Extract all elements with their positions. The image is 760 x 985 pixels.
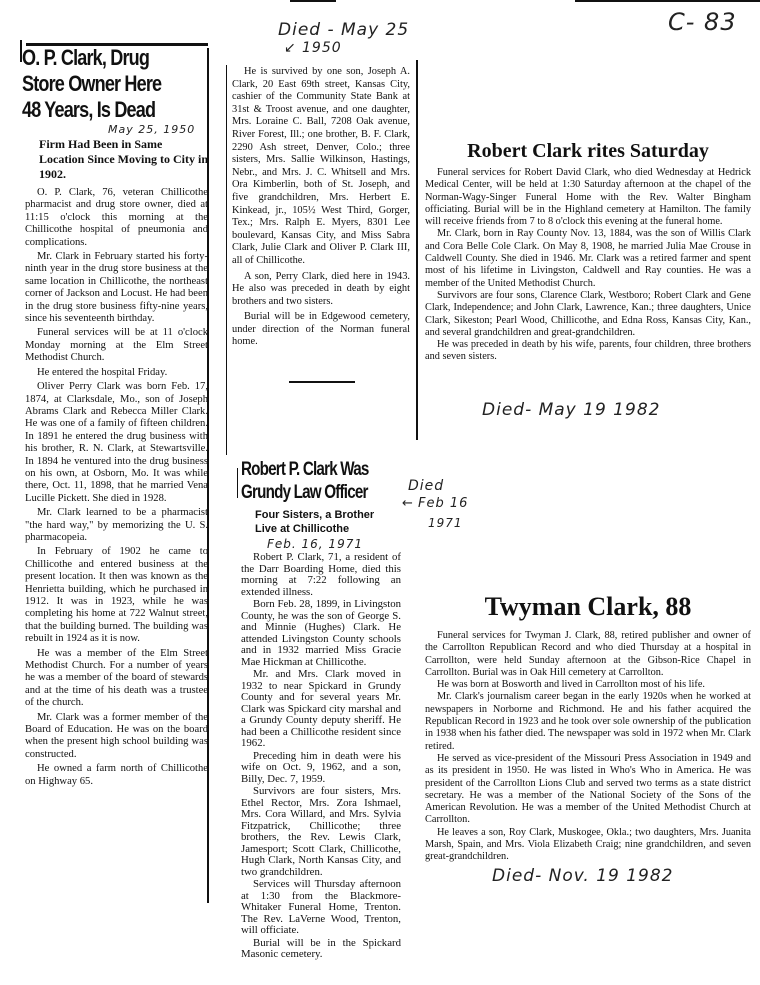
paragraph: Robert P. Clark, 71, a resident of the Darr Boarding Home, died this morning at 7:22 following an extended illness. <box>241 551 401 598</box>
clipping-op-clark-continued <box>232 63 410 349</box>
headline <box>241 458 409 504</box>
paragraph: Burial will be in the Spickard Masonic cemetery. <box>241 936 401 960</box>
paragraph: Mr. Clark was a former member of the Board of Education. He was on the board when the present high school building was constructed. <box>25 711 208 760</box>
paragraph: O. P. Clark, 76, veteran Chillicothe pharmacist and drug store owner, died at 11:15 o'clock this morning at the Chillicothe hospital of pneumonia and complications. <box>25 187 208 248</box>
end-rule <box>289 381 355 383</box>
paragraph: He owned a farm north of Chillicothe on Highway 65. <box>25 763 208 787</box>
clip3-left-border <box>237 468 238 498</box>
article-body <box>425 630 751 864</box>
article-body <box>25 187 208 788</box>
handwritten-note-line: Died <box>408 478 445 494</box>
handwritten-note-line: Died - May 25 <box>278 20 410 40</box>
subheadline-line: Live at Chillicothe <box>255 523 350 535</box>
headline <box>22 45 211 123</box>
handwritten-note-line: 1971 <box>428 516 463 530</box>
paragraph: Mr. Clark's journalism career began in the early 1920s when he worked at newspapers in Norborne and Richmond. He and his father acquired the Republican Record in 1923 and he took over sole ownership of the publication in 1938 when his father died. The newspaper was sold in 1972 when Mr. Clark retired. <box>425 691 751 752</box>
handwritten-note-line: 1950 <box>302 40 342 56</box>
subheadline: Firm Had Been in Same Location Since Moving to City in 1902. <box>39 137 209 181</box>
paragraph: Funeral services will be at 11 o'clock Monday morning at the Elm Street Methodist Church. <box>25 327 208 364</box>
paragraph: Mr. Clark, born in Ray County Nov. 13, 1884, was the son of Willis Clark and Cora Belle Cole Clark. On May 8, 1908, he married Julia Mae Crouse in Caldwell County. She died in 1946. Mr. Clark was a retired farmer and spent most of his lifetime in Livingston, Caldwell and Ray counties. He was a member of the United Methodist Church. <box>425 228 751 289</box>
paragraph: A son, Perry Clark, died here in 1943. He also was preceded in death by eight brothers and two sisters. <box>232 270 410 307</box>
paragraph: He served as vice-president of the Missouri Press Association in 1949 and as its president in 1950. He was listed in Who's Who in America. He was president of the Carrollton Lions Club and served two terms as a state district secretary. He was a member of the National Society of the Sons of the American Revolution. He was a member of the United Methodist Church at Carrollton. <box>425 752 751 826</box>
article-body <box>425 167 751 364</box>
headline-line: 48 Years, Is Dead <box>22 97 156 122</box>
handwritten-note-line: Feb 16 <box>418 496 469 511</box>
paragraph: Mr. Clark in February started his forty-ninth year in the drug store business at the same location in Chillicothe, the northeast corner of Jackson and Locust. He had been in the drug store business fifty-nine years, since his seventeenth birthday. <box>25 251 208 325</box>
paragraph: Mr. and Mrs. Clark moved in 1932 to near Spickard in Grundy County and for several years Mr. Clark was Spickard city marshal and a Grundy County deputy sheriff. He had been a Chillicothe resident since 1962. <box>241 668 401 749</box>
clip2-right-border <box>416 60 418 440</box>
arrow-icon: ↙ <box>284 40 297 56</box>
headline: Robert Clark rites Saturday <box>467 140 709 162</box>
clip2-left-border <box>226 65 227 455</box>
page-label: C- 83 <box>668 8 737 36</box>
subheadline-line: Four Sisters, a Brother <box>255 509 375 521</box>
paragraph: Born Feb. 28, 1899, in Livingston County, he was the son of George S. and Minnie (Hughes) Clark. He attended Livingston County schools and in 1932 married Miss Gracie Mae Hickman at Chillicothe. <box>241 598 401 668</box>
headline-line: Store Owner Here <box>22 71 162 96</box>
paragraph: Survivors are four sisters, Mrs. Ethel Rector, Mrs. Zora Ishmael, Mrs. Cora Willard, and Mrs. Sylvia Fitzpatrick, Chillicothe; three brothers, the Rev. Lewis Clark, Jamesport; Scott Clark, Chillicothe, Hugh Clark, North Kansas City, and two grandchildren. <box>241 785 401 878</box>
paragraph: Preceding him in death were his wife on Oct. 9, 1962, and a son, Billy, Dec. 7, 1959. <box>241 749 401 785</box>
arrow-icon: ← <box>402 496 414 511</box>
paragraph: He was a member of the Elm Street Methodist Church. For a number of years he was a member of the board of stewards and at the time of his death was a trustee of the church. <box>25 647 208 709</box>
paragraph: Oliver Perry Clark was born Feb. 17, 1874, at Clarksdale, Mo., son of Joseph Abrams Clark and Rebecca Miller Clark. He was one of a family of fifteen children. In 1891 he entered the drug business with his brother, R. N. Clark, at Stewartsville. In 1894 he ventured into the drug business on his own, at Osborn, Mo. It was while there, Oct. 11, 1898, that he married Vena Lucille Pickett. She died in 1928. <box>25 381 208 504</box>
paragraph: He was born at Bosworth and lived in Carrollton most of his life. <box>437 679 705 691</box>
scan-edge-top <box>290 0 336 2</box>
subheadline <box>255 508 401 536</box>
paragraph: He was preceded in death by his wife, parents, four children, three brothers and seven sisters. <box>425 339 751 363</box>
paragraph: Services will Thursday afternoon at 1:30 from the Blackmore-Whitaker Funeral Home, Trenton. The Rev. LaVerne Wood, Trenton, will officiate. <box>241 878 401 936</box>
paragraph: He leaves a son, Roy Clark, Muskogee, Okla.; two daughters, Mrs. Juanita Marsh, Spain, and Mrs. Viola Elizabeth Craig; nine grandchildren, and seven great-grandchildren. <box>425 826 751 863</box>
paragraph: He entered the hospital Friday. <box>37 366 168 378</box>
scan-edge-top-right <box>575 0 760 2</box>
clipping-op-clark <box>22 45 208 788</box>
paragraph: Survivors are four sons, Clarence Clark, Westboro; Robert Clark and Gene Clark, Independence; and John Clark, Lawrence, Kan.; three daughters, Unice Clark, Sikeston; Pearl Wood, Chillicothe, and Edna Ross, Kansas City, Kan., and several grandchildren and great-grandchildren. <box>425 289 751 338</box>
paragraph: Burial will be in Edgewood cemetery, under direction of the Norman funeral home. <box>232 311 410 348</box>
paragraph: He is survived by one son, Joseph A. Clark, 20 East 69th street, Kansas City, cashier of the Community State Bank at 31st & Troost avenue, and one daughter, Mrs. Loraine C. Ball, 7208 Oak avenue, River Forest, Ill.; one brother, B. F. Clark, 2290 Ash street, Denver, Colo.; three sisters, Mrs. Sallie Wilkinson, Hastings, Nebr., and Mrs. J. C. Whitsell and Mrs. Ora Kimberlin, both of St. Joseph, and five grandchildren, Mrs. Herbert E. Kinkead, jr., 105½ West Third, Gorger, Tex.; Mrs. Ralph E. Myers, 8301 Lee boulevard, Kansas City, and Miss Sabra Clark, Julie Clark and Oliver P. Clark III, all of Chillicothe. <box>232 66 410 266</box>
headline-line: Robert P. Clark Was <box>241 459 369 480</box>
clipping-twyman-clark <box>425 592 751 864</box>
paragraph: Mr. Clark learned to be a pharmacist "the hard way," by memorizing the U. S. pharmacopeia. <box>25 507 208 543</box>
handwritten-note: Died- Nov. 19 1982 <box>492 866 674 886</box>
clipping-robert-clark-rites <box>425 138 751 364</box>
article-body <box>232 66 410 349</box>
handwritten-note: Died- May 19 1982 <box>482 400 661 420</box>
paragraph: In February of 1902 he came to Chillicothe and entered business at the present location. It then was known as the Henrietta building, which he purchased in 1912. It was in 1923, while he was completing his home at 722 Walnut street, that the building burned. The building was rebuilt in 1924 as it is now. <box>25 546 208 645</box>
handwritten-date: Feb. 16, 1971 <box>267 537 363 551</box>
handwritten-date: May 25, 1950 <box>108 123 196 136</box>
paragraph: Funeral services for Twyman J. Clark, 88, retired publisher and owner of the Carrollton Republican Record and who died Thursday at a hospital in Carrollton, were held Sunday afternoon at the Gibson-Rice Chapel in Carrollton. Burial was in Oak Hill cemetery at Carrollton. <box>425 630 751 678</box>
headline-line: O. P. Clark, Drug <box>22 45 150 70</box>
headline-line: Grundy Law Officer <box>241 482 368 503</box>
clipping-robert-p-clark <box>241 458 401 961</box>
article-body <box>241 552 401 961</box>
paragraph: Funeral services for Robert David Clark, who died Wednesday at Hedrick Medical Center, will be held at 1:30 Saturday afternoon at the chapel of the Norman-Wagy-Singer Funeral Home with the Rev. Walter Bingham officiating. Burial will be in the Highland cemetery at Hamilton. The family will receive friends from 7 to 8 o'clock this evening at the funeral home. <box>425 167 751 228</box>
headline: Twyman Clark, 88 <box>484 592 692 621</box>
